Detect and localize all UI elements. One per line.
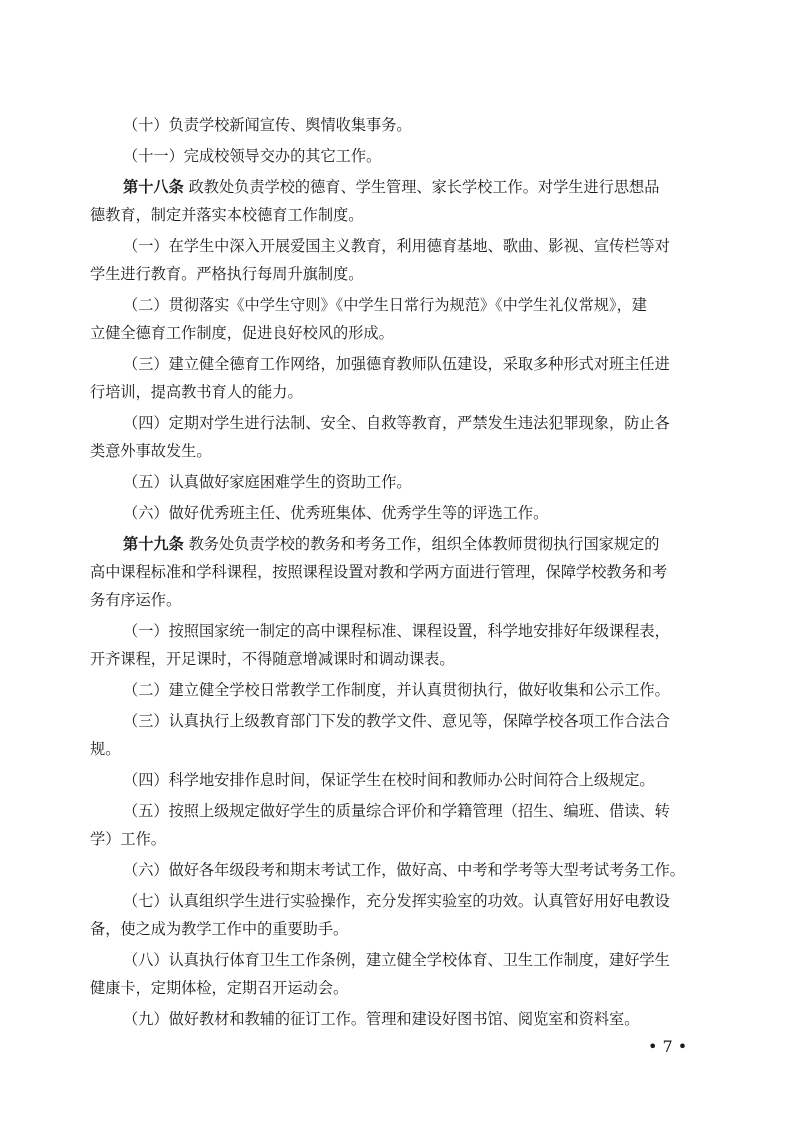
text-line: 开齐课程，开足课时，不得随意增减课时和调动课表。 (90, 650, 455, 668)
text-line: 类意外事故发生。 (90, 442, 212, 460)
text-line: 学生进行教育。严格执行每周升旗制度。 (90, 265, 364, 283)
article-19-line (0, 534, 793, 554)
text-line: （三）认真执行上级教育部门下发的教学文件、意见等，保障学校各项工作合法合 (123, 712, 670, 730)
text-line: （十一）完成校领导交办的其它工作。 (123, 147, 382, 165)
text-line: （九）做好教材和教辅的征订工作。管理和建设好图书馆、阅览室和资料室。 (123, 1010, 640, 1028)
text-line: （七）认真组织学生进行实验操作，充分发挥实验室的功效。认真管好用好电教设 (123, 892, 670, 910)
text-line: （十）负责学校新闻宣传、舆情收集事务。 (123, 116, 412, 134)
text-line: 高中课程标准和学科课程，按照课程设置对教和学两方面进行管理，保障学校教务和考 (90, 563, 668, 581)
text-line: 规。 (90, 740, 121, 758)
text-line: （四）定期对学生进行法制、安全、自救等教育，严禁发生违法犯罪现象，防止各 (123, 414, 670, 432)
page-number: • 7 • (648, 1037, 688, 1056)
text-line: 立健全德育工作制度，促进良好校风的形成。 (90, 324, 394, 342)
text-line: （六）做好各年级段考和期末考试工作，做好高、中考和学考等大型考试考务工作。 (123, 861, 685, 879)
text-line: （五）认真做好家庭困难学生的资助工作。 (123, 473, 412, 491)
text-line: （一）在学生中深入开展爱国主义教育，利用德育基地、歌曲、影视、宣传栏等对 (123, 237, 670, 255)
article-text: 教务处负责学校的教务和考务工作，组织全体教师贯彻执行国家规定的 (183, 535, 660, 553)
text-line: （二）贯彻落实《中学生守则》《中学生日常行为规范》《中学生礼仪常规》，建 (123, 296, 647, 314)
text-line: （八）认真执行体育卫生工作条例，建立健全学校体育、卫生工作制度，建好学生 (123, 951, 670, 969)
text-line: 学）工作。 (90, 830, 166, 848)
article-text: 政教处负责学校的德育、学生管理、家长学校工作。对学生进行思想品 (183, 178, 660, 196)
text-line: 行培训，提高教书育人的能力。 (90, 383, 303, 401)
text-line: 健康卡，定期体检，定期召开运动会。 (90, 979, 349, 997)
text-line: （六）做好优秀班主任、优秀班集体、优秀学生等的评选工作。 (123, 504, 549, 522)
article-18-line (0, 177, 793, 197)
text-line: 务有序运作。 (90, 591, 182, 609)
text-line: （二）建立健全学校日常教学工作制度，并认真贯彻执行，做好收集和公示工作。 (123, 681, 670, 699)
article-heading: 第十九条 (123, 535, 184, 553)
text-line: （五）按照上级规定做好学生的质量综合评价和学籍管理（招生、编班、借读、转 (123, 802, 670, 820)
text-line: 备，使之成为教学工作中的重要助手。 (90, 920, 349, 938)
text-line: （一）按照国家统一制定的高中课程标准、课程设置，科学地安排好年级课程表， (123, 622, 670, 640)
text-line: （三）建立健全德育工作网络，加强德育教师队伍建设，采取多种形式对班主任进 (123, 355, 670, 373)
article-heading: 第十八条 (123, 178, 184, 196)
text-line: （四）科学地安排作息时间，保证学生在校时间和教师办公时间符合上级规定。 (123, 771, 655, 789)
text-line: 德教育，制定并落实本校德育工作制度。 (90, 206, 364, 224)
